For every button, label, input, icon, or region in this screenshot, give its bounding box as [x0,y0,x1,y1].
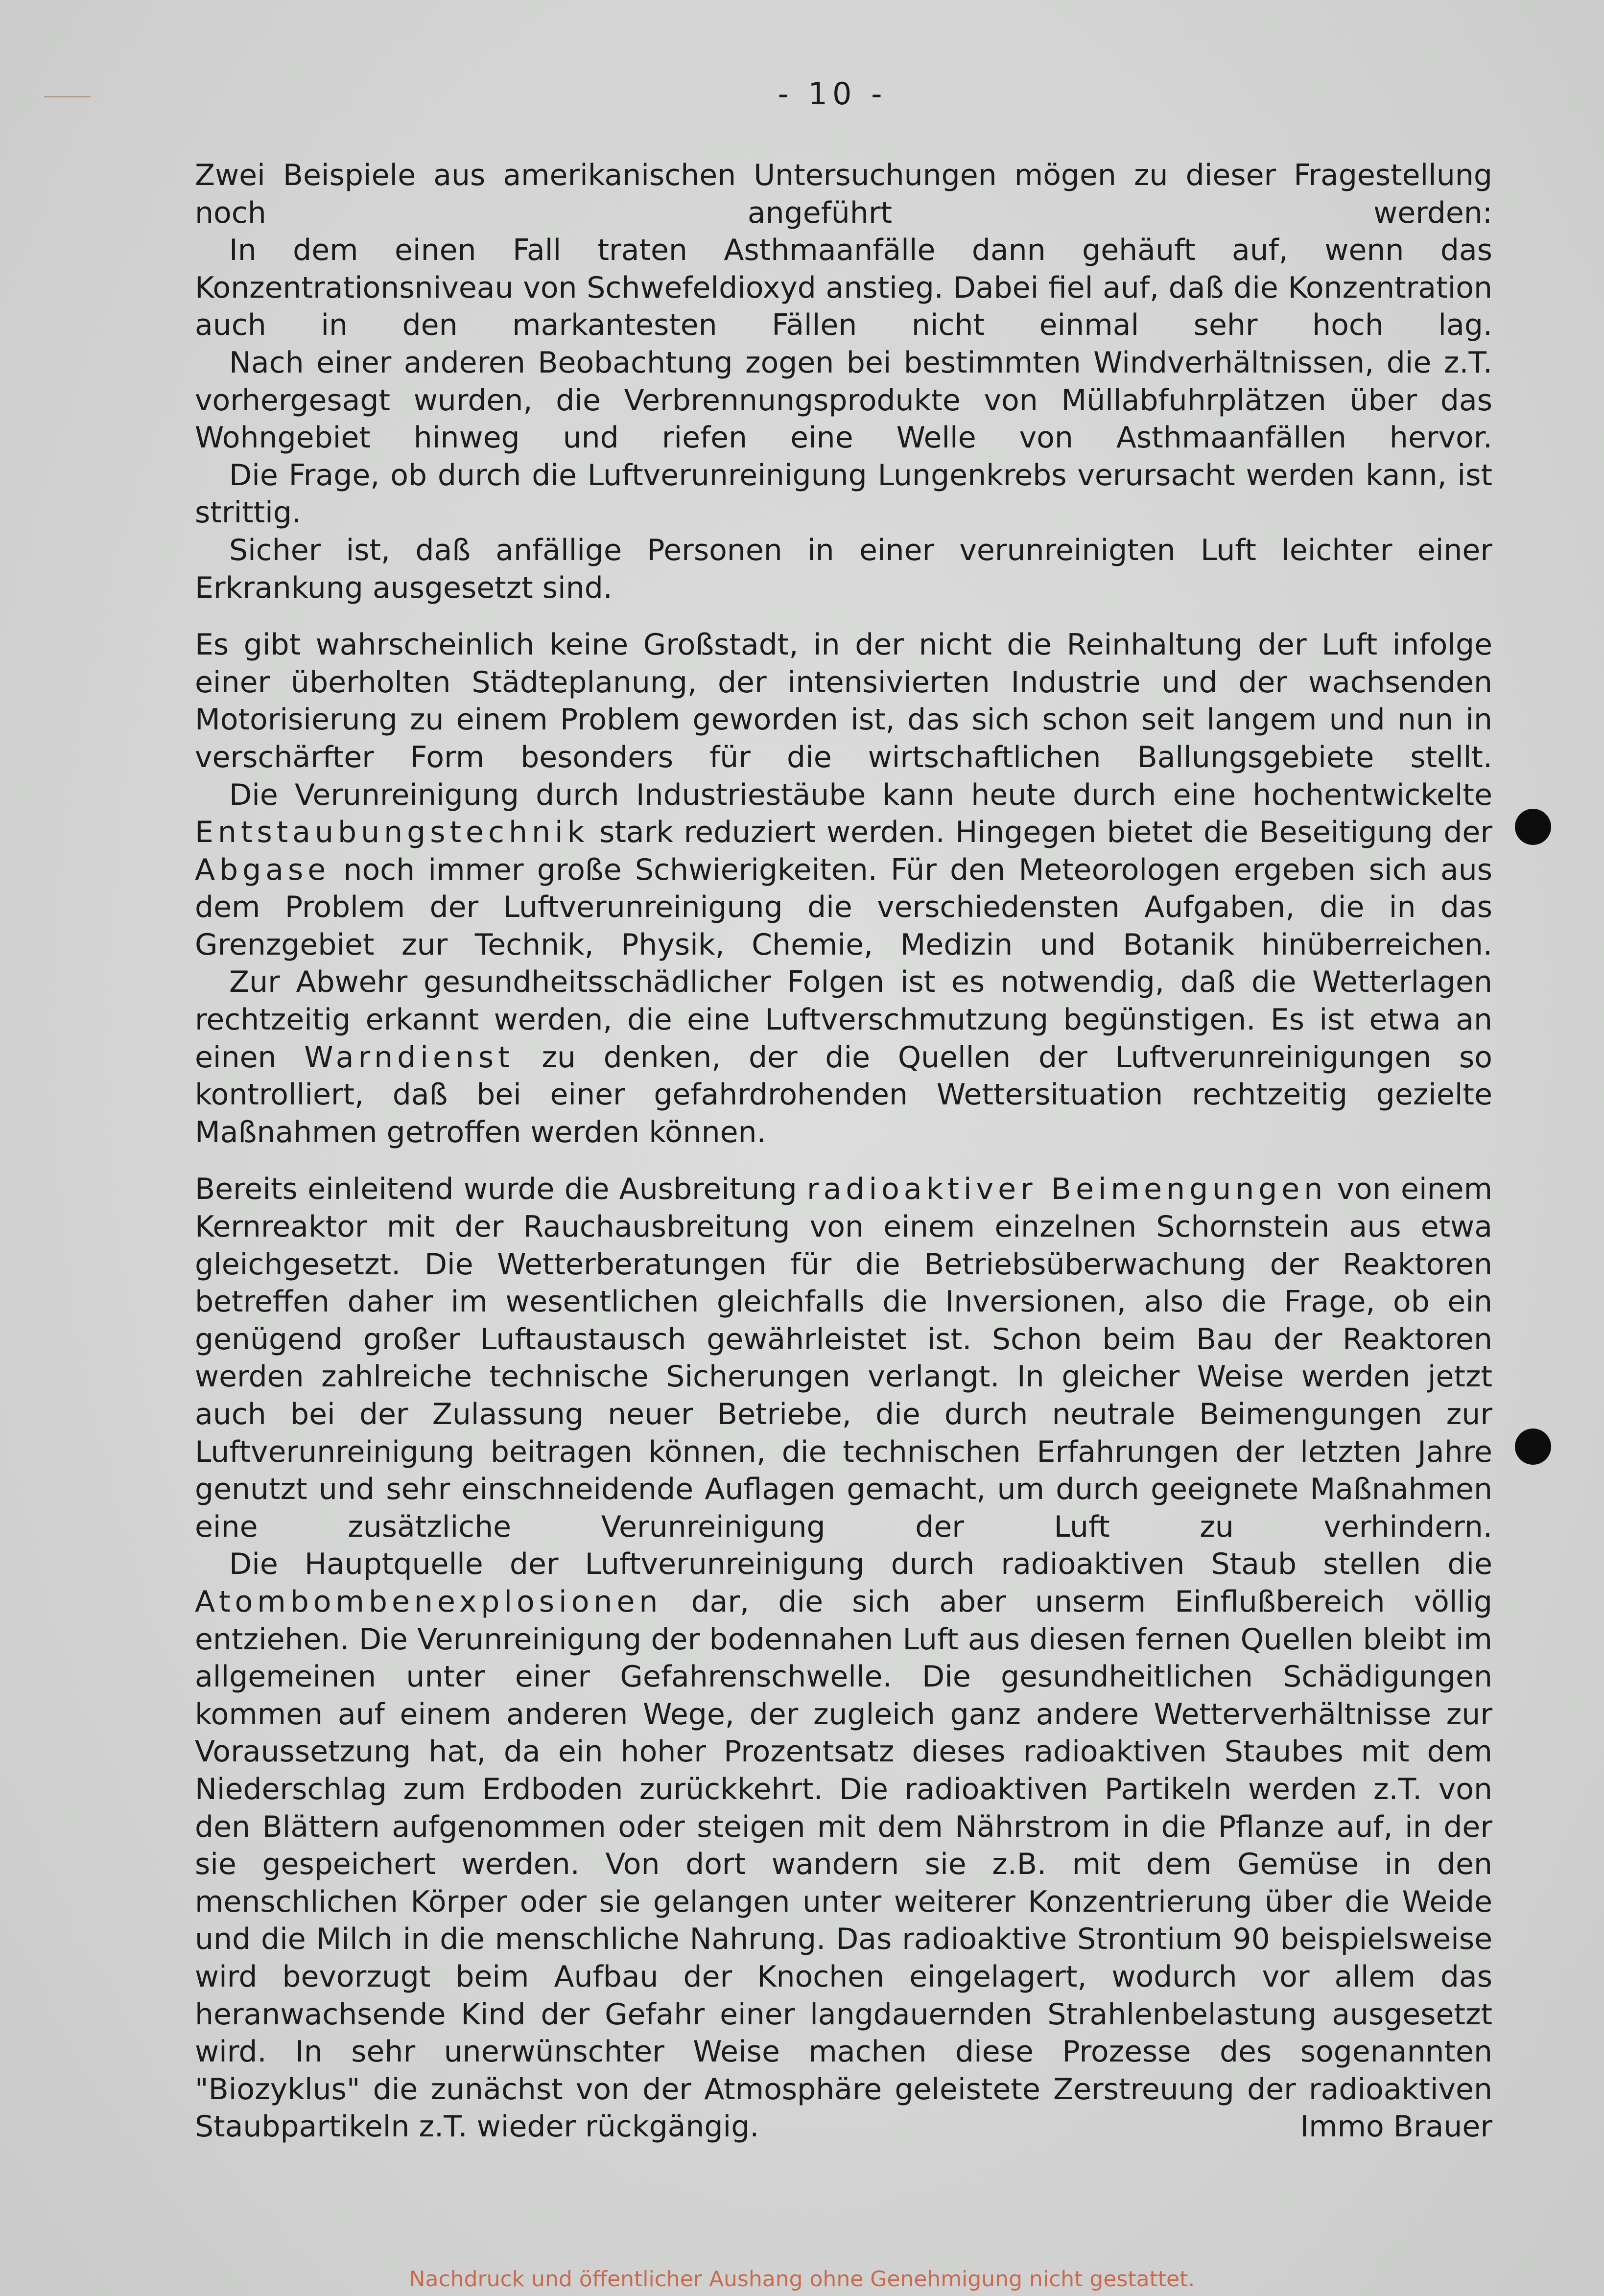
paragraph-7-part-a: Die Verunreinigung durch Industriestäube kann heute durch eine hochentwickelte [229,777,1492,812]
paragraph-1: Zwei Beispiele aus amerikanischen Untersuchungen mögen zu dieser Fragestellung noch angeführt werden: [195,158,1492,230]
paragraph-10-part-b: dar, die sich aber unserm Einflußbereich völlig entziehen. Die Verunreinigung der bodennahen Luft aus diesen fernen Quellen bleibt im allgemeinen unter einer Gefahrenschwelle. Die gesundheitlichen Schädigungen kommen auf einem anderen Wege, der zugleich ganz andere Wetterverhältnisse zur Voraussetzung hat, da ein hoher Prozentsatz dieses radioaktiven Staubes mit dem Niederschlag zum Erdboden zurückkehrt. Die radioaktiven Partikeln werden z.T. von den Blättern aufgenommen oder steigen mit dem Nährstrom in die Pflanze auf, in der sie gespeichert werden. Von dort wandern sie z.B. mit dem Gemüse in den menschlichen Körper oder sie gelangen unter weiterer Konzentrierung über die Weide und die Milch in die menschliche Nahrung. Das radioaktive Strontium 90 beispielsweise wird bevorzugt beim Aufbau der Knochen eingelagert, wodurch vor allem das heranwachsende Kind der Gefahr einer langdauernden Strahlenbelastung ausgesetzt wird. In sehr unerwünschter Weise machen diese Prozesse des sogenannten "Biozyklus" die zunächst von der Atmosphäre geleistete Zerstreuung der radioaktiven Staubpartikeln z.T. wieder rückgängig. [195,1584,1492,2144]
term-entstaubungstechnik: Entstaubungstechnik [195,815,589,850]
paragraph-9 [195,1171,1492,1546]
footer-reprint-notice: Nachdruck und öffentlicher Aushang ohne Genehmigung nicht gestattet. [409,2267,1195,2292]
author-signature: Immo Brauer [1300,2109,1492,2144]
term-warndienst: Warndienst [304,1040,514,1075]
paragraph-8-part-a: Zur Abwehr gesundheitsschädlicher Folgen ist es notwendig, daß die Wetterlagen rechtzeitig erkannt werden, die eine Luftverschmutzung begünstigen. Es ist etwa an einen [195,965,1492,1075]
term-abgase: Abgase [195,852,330,887]
paragraph-10-part-a: Die Hauptquelle der Luftverunreinigung durch radioaktiven Staub stellen die [229,1547,1492,1582]
paragraph-7-part-c: noch immer große Schwierigkeiten. Für den Meteorologen ergeben sich aus dem Problem der Luftverunreinigung die verschiedensten Aufgaben, die in das Grenzgebiet zur Technik, Physik, Chemie, Medizin und Botanik hinüberreichen. [195,852,1492,962]
paragraph-10 [195,1546,1492,2146]
paragraph-4: Die Frage, ob durch die Luftverunreinigung Lungenkrebs verursacht werden kann, ist strittig. [195,458,1492,530]
paragraph-6: Es gibt wahrscheinlich keine Großstadt, in der nicht die Reinhaltung der Luft infolge einer überholten Städteplanung, der intensivierten Industrie und der wachsenden Motorisierung zu einem Problem geworden ist, das sich schon seit langem und nun in verschärfter Form besonders für die wirtschaftlichen Ballungsgebiete stellt. [195,628,1492,774]
paragraph-5: Sicher ist, daß anfällige Personen in einer verunreinigten Luft leichter einer Erkrankung ausgesetzt sind. [195,533,1492,605]
paragraph-7 [195,776,1492,964]
page-number: - 10 - [778,76,887,112]
paragraph-8 [195,963,1492,1151]
paragraph-9-part-b: von einem Kernreaktor mit der Rauchausbreitung von einem einzelnen Schornstein aus etwa gleichgesetzt. Die Wetterberatungen für die Betriebsüberwachung der Reaktoren betreffen daher im wesentlichen gleichfalls die Inversionen, also die Frage, ob ein genügend großer Luftaustausch gewährleistet ist. Schon beim Bau der Reaktoren werden zahlreiche technische Sicherungen verlangt. In gleicher Weise werden jetzt auch bei der Zulassung neuer Betriebe, die durch neutrale Beimengungen zur Luftverunreinigung beitragen können, die technischen Erfahrungen der letzten Jahre genutzt und sehr einschneidende Auflagen gemacht, um durch geeignete Maßnahmen eine zusätzliche Verunreinigung der Luft zu verhindern. [195,1172,1493,1544]
punch-hole-upper [1515,809,1551,845]
paragraph-9-part-a: Bereits einleitend wurde die Ausbreitung [195,1172,797,1207]
paragraph-gap [195,1151,1492,1171]
punch-hole-lower [1515,1429,1551,1465]
article-body [195,157,1492,2146]
term-atombombenexplosionen: Atombombenexplosionen [195,1584,662,1619]
paragraph-2: In dem einen Fall traten Asthmaanfälle dann gehäuft auf, wenn das Konzentrationsniveau von Schwefeldioxyd anstieg. Dabei fiel auf, daß die Konzentration auch in den markantesten Fällen nicht einmal sehr hoch lag. [195,233,1492,343]
paragraph-8-part-b: zu denken, der die Quellen der Luftverunreinigungen so kontrolliert, daß bei einer gefahrdrohenden Wettersituation rechtzeitig gezielte Maßnahmen getroffen werden können. [195,1040,1493,1149]
margin-rule [44,96,91,97]
paragraph-3: Nach einer anderen Beobachtung zogen bei bestimmten Windverhältnissen, die z.T. vorhergesagt wurden, die Verbrennungsprodukte von Müllabfuhrplätzen über das Wohngebiet hinweg und riefen eine Welle von Asthmaanfällen hervor. [195,345,1492,455]
paragraph-gap [195,607,1492,626]
paragraph-7-part-b: stark reduziert werden. Hingegen bietet die Beseitigung der [599,815,1492,850]
term-radioaktiver-beimengungen: radioaktiver Beimengungen [806,1172,1327,1207]
